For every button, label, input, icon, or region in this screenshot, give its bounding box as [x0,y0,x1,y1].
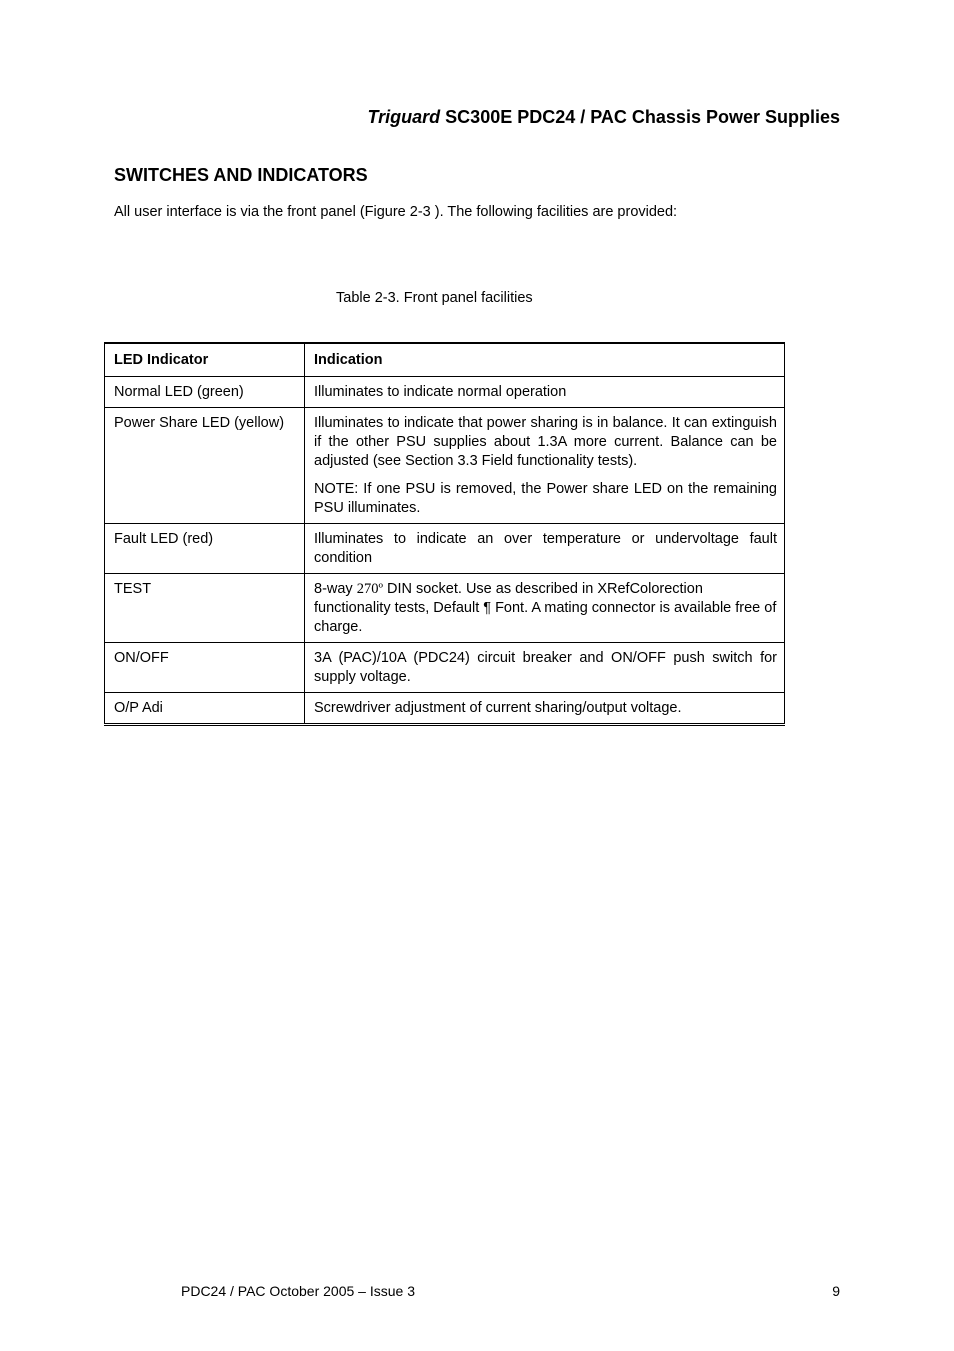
front-panel-facilities-table [104,342,785,726]
page-header [367,107,840,128]
indication-cell [305,524,785,574]
led-cell: O/P Adi [105,693,305,725]
indication-text: Illuminates to indicate normal operation [314,384,567,400]
indication-text-start: 8-way [314,581,357,597]
indication-cell [305,693,785,725]
indication-text: Illuminates to indicate an over temperature or undervoltage fault condition [314,531,777,566]
indication-cell [305,643,785,693]
indication-cell [305,377,785,408]
table-header-row [105,343,785,377]
led-cell: ON/OFF [105,643,305,693]
indication-text: Screwdriver adjustment of current sharing/output voltage. [314,700,682,716]
table-row [105,574,785,643]
indication-cell [305,574,785,643]
indication-text-serif: 270º [356,581,383,597]
intro-paragraph: All user interface is via the front panel (Figure 2-3 ). The following facilities are provided: [114,204,678,220]
table-row [105,643,785,693]
header-title: SC300E PDC24 / PAC Chassis Power Supplies [440,107,840,127]
indication-text [314,580,777,637]
indication-note: NOTE: If one PSU is removed, the Power share LED on the remaining PSU illuminates. [314,481,777,516]
led-cell: Power Share LED (yellow) [105,408,305,524]
footer-document-info: PDC24 / PAC October 2005 – Issue 3 [181,1283,415,1299]
column-header-led-indicator: LED Indicator [105,343,305,377]
led-cell: Fault LED (red) [105,524,305,574]
column-header-indication: Indication [305,343,785,377]
table-row [105,377,785,408]
table-row [105,408,785,524]
indication-text: Illuminates to indicate that power sharing is in balance. It can extinguish if the other PSU supplies about 1.3A more current. Balance can be adjusted (see Section 3.3 Field functionality tests). [314,415,777,469]
table-caption: Table 2-3. Front panel facilities [336,290,533,306]
table-row [105,693,785,725]
section-heading: SWITCHES AND INDICATORS [114,165,368,185]
indication-text: 3A (PAC)/10A (PDC24) circuit breaker and ON/OFF push switch for supply voltage. [314,650,777,685]
led-cell: Normal LED (green) [105,377,305,408]
indication-cell [305,408,785,524]
indication-text-end: DIN socket. Use as described in XRefColorection functionality tests, Default ¶ Font. A mating connector is available free of charge. [314,581,777,635]
header-brand: Triguard [367,107,441,127]
table-row [105,524,785,574]
page-number: 9 [832,1283,840,1299]
led-cell: TEST [105,574,305,643]
